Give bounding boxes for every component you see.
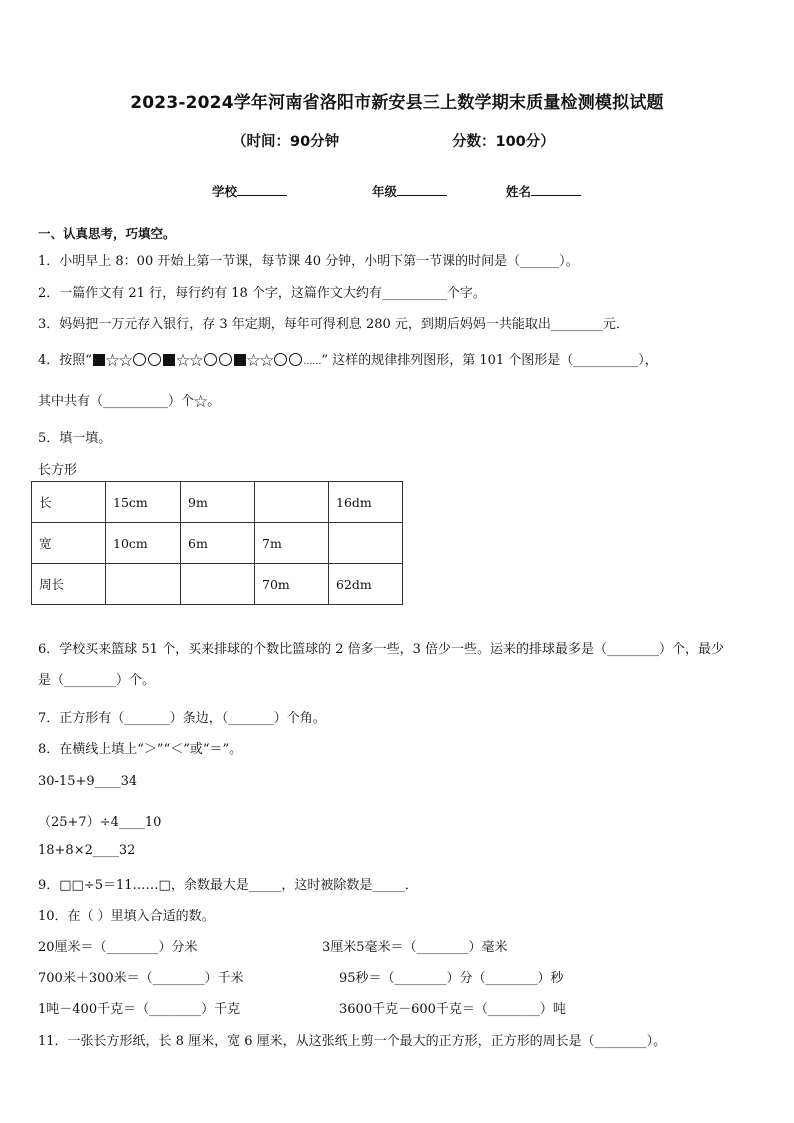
star-icon: ☆ — [104, 351, 121, 371]
question-7: 7．正方形有（_______）条边，（_______）个角。 — [38, 711, 326, 726]
q8-item: 18+8×2____32 — [38, 843, 136, 858]
table-caption: 长方形 — [38, 463, 78, 478]
name-label: 姓名 — [506, 184, 532, 199]
star-icon: ☆ — [175, 351, 191, 371]
table-cell: 9m — [181, 482, 255, 523]
circle-icon — [148, 353, 161, 366]
question-9: 9．□□÷5＝11……□，余数最大是_____，这时被除数是_____． — [38, 878, 418, 893]
circle-icon — [289, 353, 302, 366]
q8-item: （25+7）÷4____10 — [38, 815, 162, 830]
star-icon: ☆ — [259, 351, 275, 371]
table-cell[interactable] — [181, 564, 255, 605]
q4-suffix: ” 这样的规律排列图形，第 101 个图形是（__________）， — [321, 353, 658, 368]
table-cell[interactable] — [329, 523, 403, 564]
question-6-line1: 6．学校买来篮球 51 个，买来排球的个数比篮球的 2 倍多一些，3 倍少一些。运来的排球最多是（________）个，最少 — [38, 642, 725, 657]
circle-icon — [219, 353, 232, 366]
q10-item: 3厘米5毫米＝（________）毫米 — [322, 940, 508, 955]
q4-line2-prefix: 其中共有（__________）个 — [38, 394, 195, 409]
circle-icon — [274, 353, 287, 366]
rectangle-table — [31, 481, 403, 605]
school-field[interactable] — [212, 182, 287, 200]
q4-ellipsis: …… — [303, 357, 322, 367]
name-field[interactable] — [506, 182, 581, 200]
question-10: 10．在（ ）里填入合适的数。 — [38, 909, 215, 924]
q4-prefix: 4．按照“ — [38, 353, 92, 368]
question-1: 1．小明早上 8：00 开始上第一节课，每节课 40 分钟，小明下第一节课的时间是（______）。 — [38, 254, 579, 269]
question-5: 5．填一填。 — [38, 431, 112, 446]
table-cell: 7m — [255, 523, 329, 564]
question-8: 8．在横线上填上“＞”“＜”或“＝”。 — [38, 742, 243, 757]
table-row — [32, 482, 403, 523]
question-2: 2．一篇作文有 21 行，每行约有 18 个字，这篇作文大约有__________个字。 — [38, 286, 486, 301]
table-cell[interactable] — [106, 564, 181, 605]
grade-label: 年级 — [372, 184, 398, 199]
star-icon: ☆ — [245, 351, 262, 371]
table-row — [32, 564, 403, 605]
q10-item: 700米＋300米＝（________）千米 — [38, 971, 244, 986]
star-icon: ☆ — [118, 351, 134, 371]
filled-square-icon — [93, 354, 105, 366]
question-11: 11．一张长方形纸，长 8 厘米，宽 6 厘米，从这张纸上剪一个最大的正方形，正方形的周长是（________）。 — [38, 1034, 667, 1049]
q10-item: 20厘米＝（________）分米 — [38, 940, 198, 955]
filled-square-icon — [163, 354, 175, 366]
question-4-line2 — [38, 390, 221, 412]
table-cell: 62dm — [329, 564, 403, 605]
page-title: 2023-2024学年河南省洛阳市新安县三上数学期末质量检测模拟试题 — [130, 93, 664, 113]
question-6-line2: 是（________）个。 — [38, 673, 156, 688]
q4-line2-suffix: 。 — [207, 394, 221, 409]
table-cell: 宽 — [32, 523, 106, 564]
time-label: （时间：90分钟 — [232, 134, 340, 150]
star-icon: ☆ — [188, 351, 204, 371]
table-cell: 6m — [181, 523, 255, 564]
table-cell: 周长 — [32, 564, 106, 605]
grade-field[interactable] — [372, 182, 447, 200]
table-cell: 16dm — [329, 482, 403, 523]
table-cell[interactable] — [255, 482, 329, 523]
table-cell: 15cm — [106, 482, 181, 523]
q10-item: 1吨－400千克＝（________）千克 — [38, 1002, 241, 1017]
section-heading: 一、认真思考，巧填空。 — [38, 226, 176, 241]
score-label: 分数：100分） — [452, 134, 555, 150]
table-row — [32, 523, 403, 564]
question-4-line1 — [38, 349, 658, 371]
table-cell: 10cm — [106, 523, 181, 564]
filled-square-icon — [234, 354, 246, 366]
table-cell: 70m — [255, 564, 329, 605]
star-icon: ☆ — [193, 392, 209, 412]
circle-icon — [133, 353, 146, 366]
circle-icon — [204, 353, 217, 366]
table-cell: 长 — [32, 482, 106, 523]
school-label: 学校 — [212, 184, 238, 199]
q10-item: 3600千克－600千克＝（________）吨 — [339, 1002, 566, 1017]
q8-item: 30-15+9____34 — [38, 774, 138, 789]
shape-pattern — [92, 351, 304, 371]
q10-item: 95秒＝（________）分（________）秒 — [339, 971, 564, 986]
question-3: 3．妈妈把一万元存入银行，存 3 年定期，每年可得利息 280 元，到期后妈妈一共能取出________元． — [38, 317, 629, 332]
